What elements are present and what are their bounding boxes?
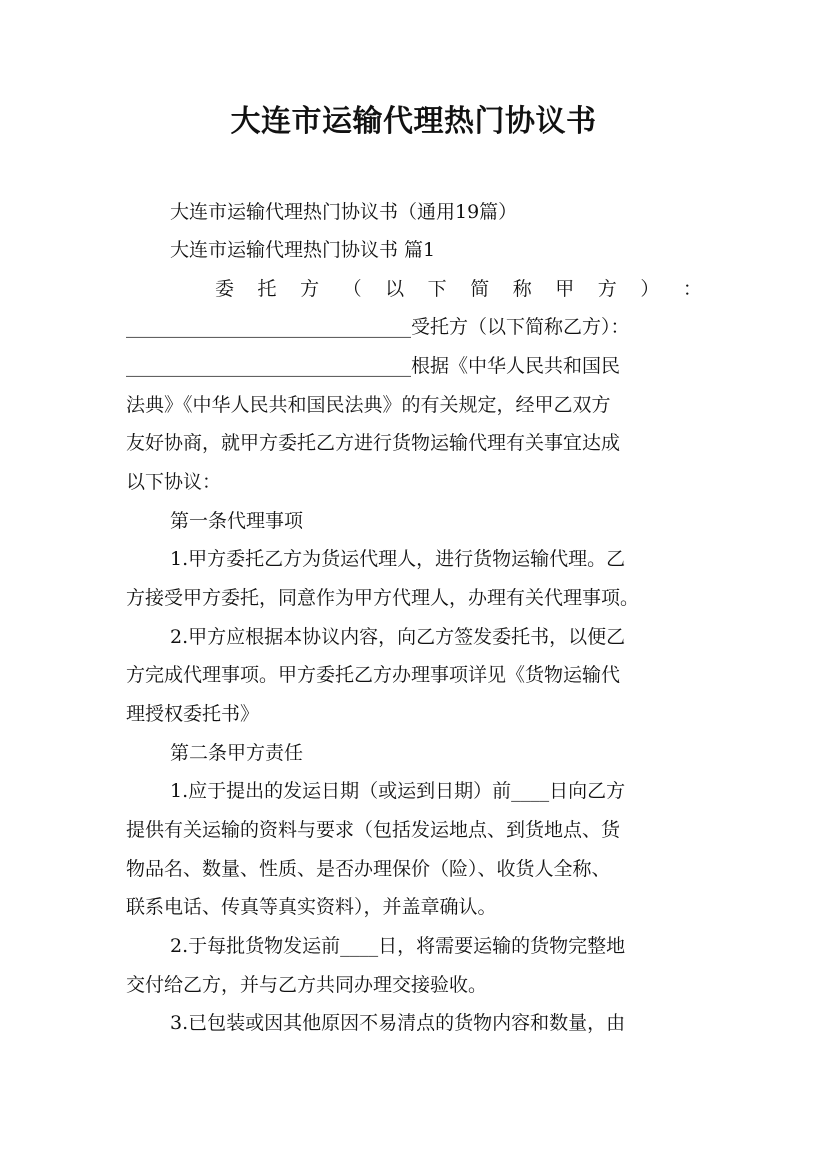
doc-char: 方 <box>597 278 617 300</box>
doc-char: 甲 <box>555 278 575 300</box>
doc-char: 简 <box>470 278 490 300</box>
doc-char: 方 <box>300 278 320 300</box>
doc-line-article-1-item-2: 2.甲方应根据本协议内容，向乙方签发委托书，以便乙 <box>170 626 626 648</box>
doc-line-article-2-item-1-cont-3: 联系电话、传真等真实资料），并盖章确认。 <box>126 896 497 918</box>
doc-line-article-1-heading: 第一条代理事项 <box>170 510 304 532</box>
doc-char: （ <box>342 278 362 300</box>
doc-line-chapter-heading: 大连市运输代理热门协议书 篇1 <box>170 239 436 261</box>
doc-char: 托 <box>257 278 277 300</box>
doc-char: 称 <box>512 278 532 300</box>
doc-line-article-2-item-3: 3.已包装或因其他原因不易清点的货物内容和数量，由 <box>170 1012 626 1034</box>
doc-char: 委 <box>215 278 235 300</box>
doc-line-article-2-item-1: 1.应于提出的发运日期（或运到日期）前____日向乙方 <box>170 780 626 802</box>
doc-line-article-2-item-1-cont-1: 提供有关运输的资料与要求（包括发运地点、到货地点、货 <box>126 819 621 841</box>
doc-line-article-1-item-1: 1.甲方委托乙方为货运代理人，进行货物运输代理。乙 <box>170 548 626 570</box>
doc-line-agent: ______________________________受托方（以下简称乙方）： <box>126 316 630 338</box>
doc-line-basis: ______________________________根据《中华人民共和国民 <box>126 355 621 377</box>
doc-line-article-2-item-2: 2.于每批货物发运前____日，将需要运输的货物完整地 <box>170 935 626 957</box>
document-title: 大连市运输代理热门协议书 <box>230 104 597 139</box>
doc-line-basis-cont-1: 法典》《中华人民共和国民法典》的有关规定，经甲乙双方 <box>126 394 611 416</box>
doc-char: 下 <box>427 278 447 300</box>
doc-line-article-1-item-1-cont: 方接受甲方委托，同意作为甲方代理人，办理有关代理事项。 <box>126 587 640 609</box>
doc-line-article-2-item-1-cont-2: 物品名、数量、性质、是否办理保价（险）、收货人全称、 <box>126 858 611 880</box>
doc-line-collection-title: 大连市运输代理热门协议书（通用19篇） <box>170 201 518 223</box>
doc-line-basis-cont-2: 友好协商，就甲方委托乙方进行货物运输代理有关事宜达成 <box>126 432 621 454</box>
doc-line-principal <box>215 270 702 308</box>
doc-line-article-2-item-2-cont: 交付给乙方，并与乙方共同办理交接验收。 <box>126 974 488 996</box>
doc-char: ） <box>640 278 660 300</box>
doc-char: 以 <box>385 278 405 300</box>
doc-line-article-1-item-2-cont-2: 理授权委托书》 <box>126 703 260 725</box>
doc-char: ： <box>682 278 702 300</box>
doc-line-article-1-item-2-cont-1: 方完成代理事项。甲方委托乙方办理事项详见《货物运输代 <box>126 664 621 686</box>
doc-line-basis-cont-3: 以下协议： <box>126 471 222 493</box>
doc-line-article-2-heading: 第二条甲方责任 <box>170 742 304 764</box>
